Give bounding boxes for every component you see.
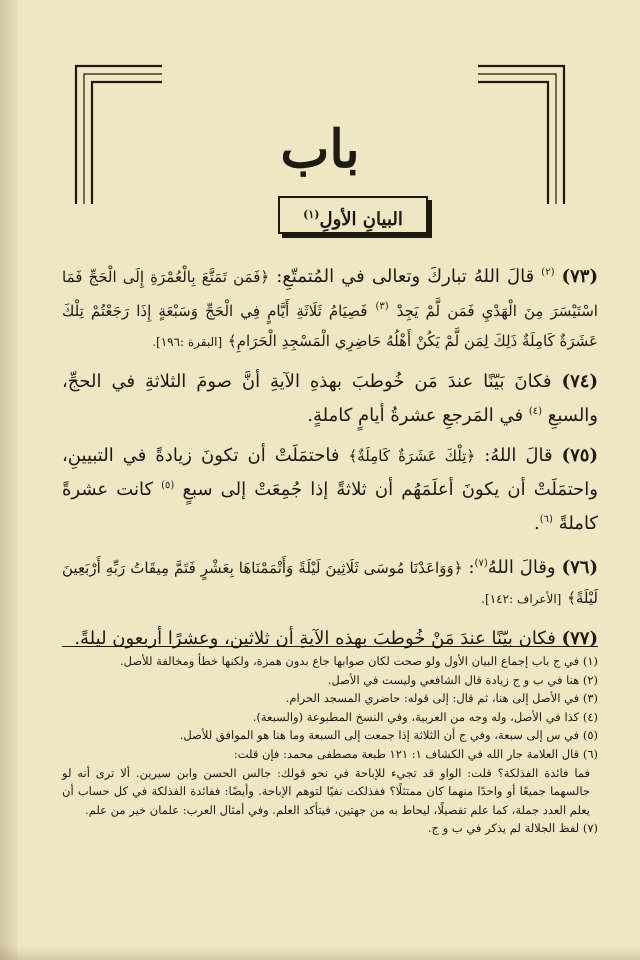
footnote-mark: (٤) — [582, 709, 598, 724]
paragraph-text: فكانَ بَيّنًا عندَ مَن خُوطبَ بهذهِ الآيةِ أنَّ صومَ الثلاثةِ في الحجِّ، والسبعِ — [62, 371, 598, 426]
paragraph-colon: : — [462, 557, 475, 578]
footnote-7 — [62, 819, 598, 838]
footnote-2 — [62, 671, 598, 690]
page-shadow — [0, 946, 640, 960]
paragraph-end: . — [534, 513, 540, 534]
footnote-text: في الأصل إلى هنا، ثم قال: إلى قوله: حاضري المسجد الحرام. — [285, 691, 580, 706]
quran-quote: ﴿تِلْكَ عَشَرَةٌ كَامِلَةٌ﴾ — [348, 447, 476, 465]
paragraph-intro: قالَ اللهُ تباركَ وتعالى في المُتمتّعِ: — [269, 266, 535, 287]
footnote-text: قال العلامة جار الله في الكشاف ١: ١٢١ طبعة مصطفى محمد: فإن قلت: — [233, 746, 580, 761]
footnote-mark: (٦) — [539, 514, 553, 525]
main-text — [62, 258, 598, 664]
verse-reference: [البقرة :١٩٦]. — [152, 335, 223, 349]
footnote-1 — [62, 652, 598, 671]
footnotes — [62, 652, 598, 838]
footnote-5 — [62, 726, 598, 745]
footnote-divider — [62, 646, 598, 647]
footnote-mark: (٤) — [528, 406, 543, 417]
footnote-text: فما فائدة الفذلكة؟ قلت: الواو قد تجيء للإباحة في نحو قولك: جالس الحسن وابن سيرين. ألا ترى أنه لو جالسهما جميعًا أو واحدًا منهما كان ممتثلًا؟ ففذلكت نفيًا لتوهم الإباحة. وأيضًا: ففائدة الفذلكة في كل حساب أن يعلم العدد جملة، كما علم تفصيلًا، ليحاط به من جهتين، فيتأكد العلم. وفي أمثال العرب: علمان خير من علم. — [62, 765, 590, 817]
quran-quote: ﴿فَمَن تَمَتَّعَ بِالْعُمْرَةِ إِلَى الْحَجِّ فَمَا اسْتَيْسَرَ مِنَ الْهَدْيِ فَمَن لَّمْ يَجِدْ — [62, 268, 598, 320]
paragraph-number: (٧٤) — [561, 371, 599, 392]
footnote-3 — [62, 689, 598, 708]
footnote-mark: (٥) — [161, 480, 175, 491]
footnote-mark: (٣) — [375, 301, 389, 312]
footnote-text: في س إلى سبعة، وفي ج أن الثلاثة إذا جمعت إلى السبعة وما هنا هو الموافق للأصل. — [179, 728, 580, 743]
footnote-text: لفظ الجلالة لم يذكر في ب و ج. — [427, 821, 580, 836]
paragraph-text: فاحتمَلَتْ أن تكونَ زيادةً في التبيينِ، واحتمَلَتْ أن يكونَ أعلَمَهُم أن ثلاثةً إذا جُمِعَتْ إلى سبعٍ — [62, 445, 598, 500]
footnote-mark: (٢) — [541, 267, 555, 278]
footnote-mark: (٣) — [582, 691, 598, 706]
footnote-text: في ج باب إجماع البيان الأول ولو صحت لكان صوابها جاع بدون همزة، ولكنها خطأ ومخالفة للأصل. — [120, 654, 580, 668]
paragraph-number: (٧٣) — [561, 266, 598, 287]
footnote-mark: (٥) — [582, 728, 598, 743]
paragraph-text-continued: في المَرجعِ عشرةُ أيامٍ كاملةٍ. — [307, 405, 524, 426]
paragraph-number: (٧٥) — [561, 445, 598, 466]
paragraph-text: فكان بيّنًا عندَ مَنْ خُوطبَ بهذه الآيةِ أن ثلاثين، وعشرًا أربعون ليلةً. — [74, 628, 556, 649]
footnote-text: هنا في ب و ج زيادة قال الشافعي وليست في الأصل. — [327, 672, 580, 687]
footnote-mark: (٧) — [582, 821, 598, 836]
paragraph-74 — [62, 367, 598, 431]
paragraph-intro: قالَ اللهُ: — [475, 445, 553, 466]
footnote-mark: (٦) — [582, 746, 598, 761]
footnote-6 — [62, 745, 598, 764]
paragraph-number: (٧٧) — [561, 628, 598, 649]
quran-quote: ﴿وَوَاعَدْنَا مُوسَى ثَلَاثِينَ لَيْلَةً وَأَتْمَمْنَاهَا بِعَشْرٍ فَتَمَّ مِيقَاتُ رَبِّهِ أَرْبَعِينَ لَيْلَةً﴾ — [62, 559, 598, 607]
section-title: البيانِ الأولِ — [319, 209, 403, 230]
section-footnote-mark: (١) — [303, 208, 320, 221]
footnote-6-continued — [62, 764, 598, 820]
quran-quote-continued: فَصِيَامُ ثَلَاثَةِ أَيَّامٍ فِي الْحَجِّ وَسَبْعَةٍ إِذَا رَجَعْتُمْ تِلْكَ عَشَرَةٌ كَامِلَةٌ ذَلِكَ لِمَن لَّمْ يَكُنْ أَهْلُهُ حَاضِرِي الْمَسْجِدِ الْحَرَامِ﴾ — [62, 302, 598, 350]
paragraph-76 — [62, 549, 598, 614]
footnote-mark: (٧) — [474, 558, 488, 569]
verse-reference: [الأعراف :١٤٢]. — [481, 592, 562, 606]
paragraph-intro: وقالَ اللهُ — [487, 557, 556, 578]
section-title-box — [278, 196, 428, 234]
paragraph-75 — [62, 441, 598, 539]
footnote-mark: (١) — [582, 654, 598, 668]
paragraph-77 — [62, 624, 598, 654]
chapter-title: باب — [280, 119, 360, 180]
footnote-4 — [62, 708, 598, 727]
paragraph-73 — [62, 258, 598, 357]
paragraph-number: (٧٦) — [561, 557, 598, 578]
paragraph-text-continued: كانت عشرةً كاملةً — [62, 479, 598, 534]
footnote-mark: (٢) — [582, 672, 598, 687]
footnote-text: كذا في الأصل، وله وجه من العربية، وفي النسخ المطبوعة (والسبعة). — [252, 709, 580, 724]
